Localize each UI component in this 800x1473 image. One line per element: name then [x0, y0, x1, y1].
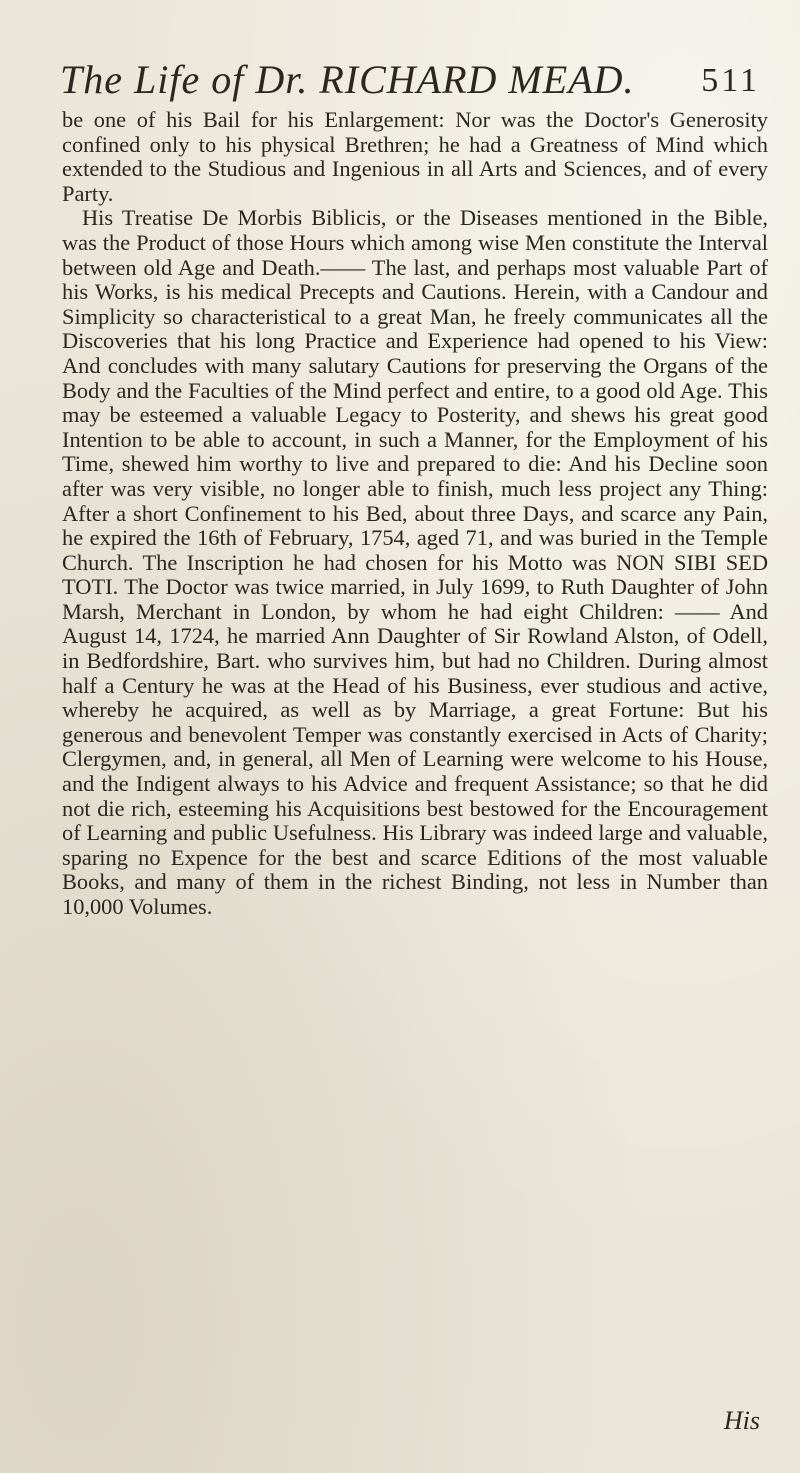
body-text: [62, 108, 768, 920]
page-header: [60, 56, 760, 112]
paragraph-1: be one of his Bail for his Enlargement: Nor was the Doctor's Generosity confined only to his physical Brethren; he had a Greatness of Mind which extended to the Studious and Ingenious in all Arts and Sciences, and of every Party.: [62, 107, 768, 206]
running-title: The Life of Dr. RICHARD MEAD.: [60, 57, 635, 102]
paragraph-2: His Treatise De Morbis Biblicis, or the Diseases mentioned in the Bible, was the Product of those Hours which among wise Men constitute the Interval between old Age and Death.—— The last, and perhaps most valuable Part of his Works, is his medical Precepts and Cautions. Herein, with a Candour and Simplicity so characteristical to a great Man, he freely communicates all the Discoveries that his long Practice and Experience had opened to his View: And concludes with many salutary Cautions for preserving the Organs of the Body and the Faculties of the Mind perfect and entire, to a good old Age. This may be esteemed a valuable Legacy to Posterity, and shews his great good Intention to be able to account, in such a Manner, for the Employment of his Time, shewed him worthy to live and prepared to die: And his Decline soon after was very visible, no longer able to finish, much less project any Thing: After a short Confinement to his Bed, about three Days, and scarce any Pain, he expired the 16th of February, 1754, aged 71, and was buried in the Temple Church. The Inscription he had chosen for his Motto was NON SIBI SED TOTI. The Doctor was twice married, in July 1699, to Ruth Daughter of John Marsh, Merchant in London, by whom he had eight Children: —— And August 14, 1724, he married Ann Daughter of Sir Rowland Alston, of Odell, in Bedfordshire, Bart. who survives him, but had no Children. During almost half a Century he was at the Head of his Business, ever studious and active, whereby he acquired, as well as by Marriage, a great Fortune: But his generous and benevolent Temper was constantly exercised in Acts of Charity; Clergymen, and, in general, all Men of Learning were welcome to his House, and the Indigent always to his Advice and frequent Assistance; so that he did not die rich, esteeming his Acquisitions best bestowed for the Encouragement of Learning and public Usefulness. His Library was indeed large and valuable, sparing no Expence for the best and scarce Editions of the most valuable Books, and many of them in the richest Binding, not less in Number than 10,000 Volumes.: [62, 205, 768, 919]
page-number: 511: [701, 62, 760, 99]
catchword: His: [723, 1406, 760, 1435]
